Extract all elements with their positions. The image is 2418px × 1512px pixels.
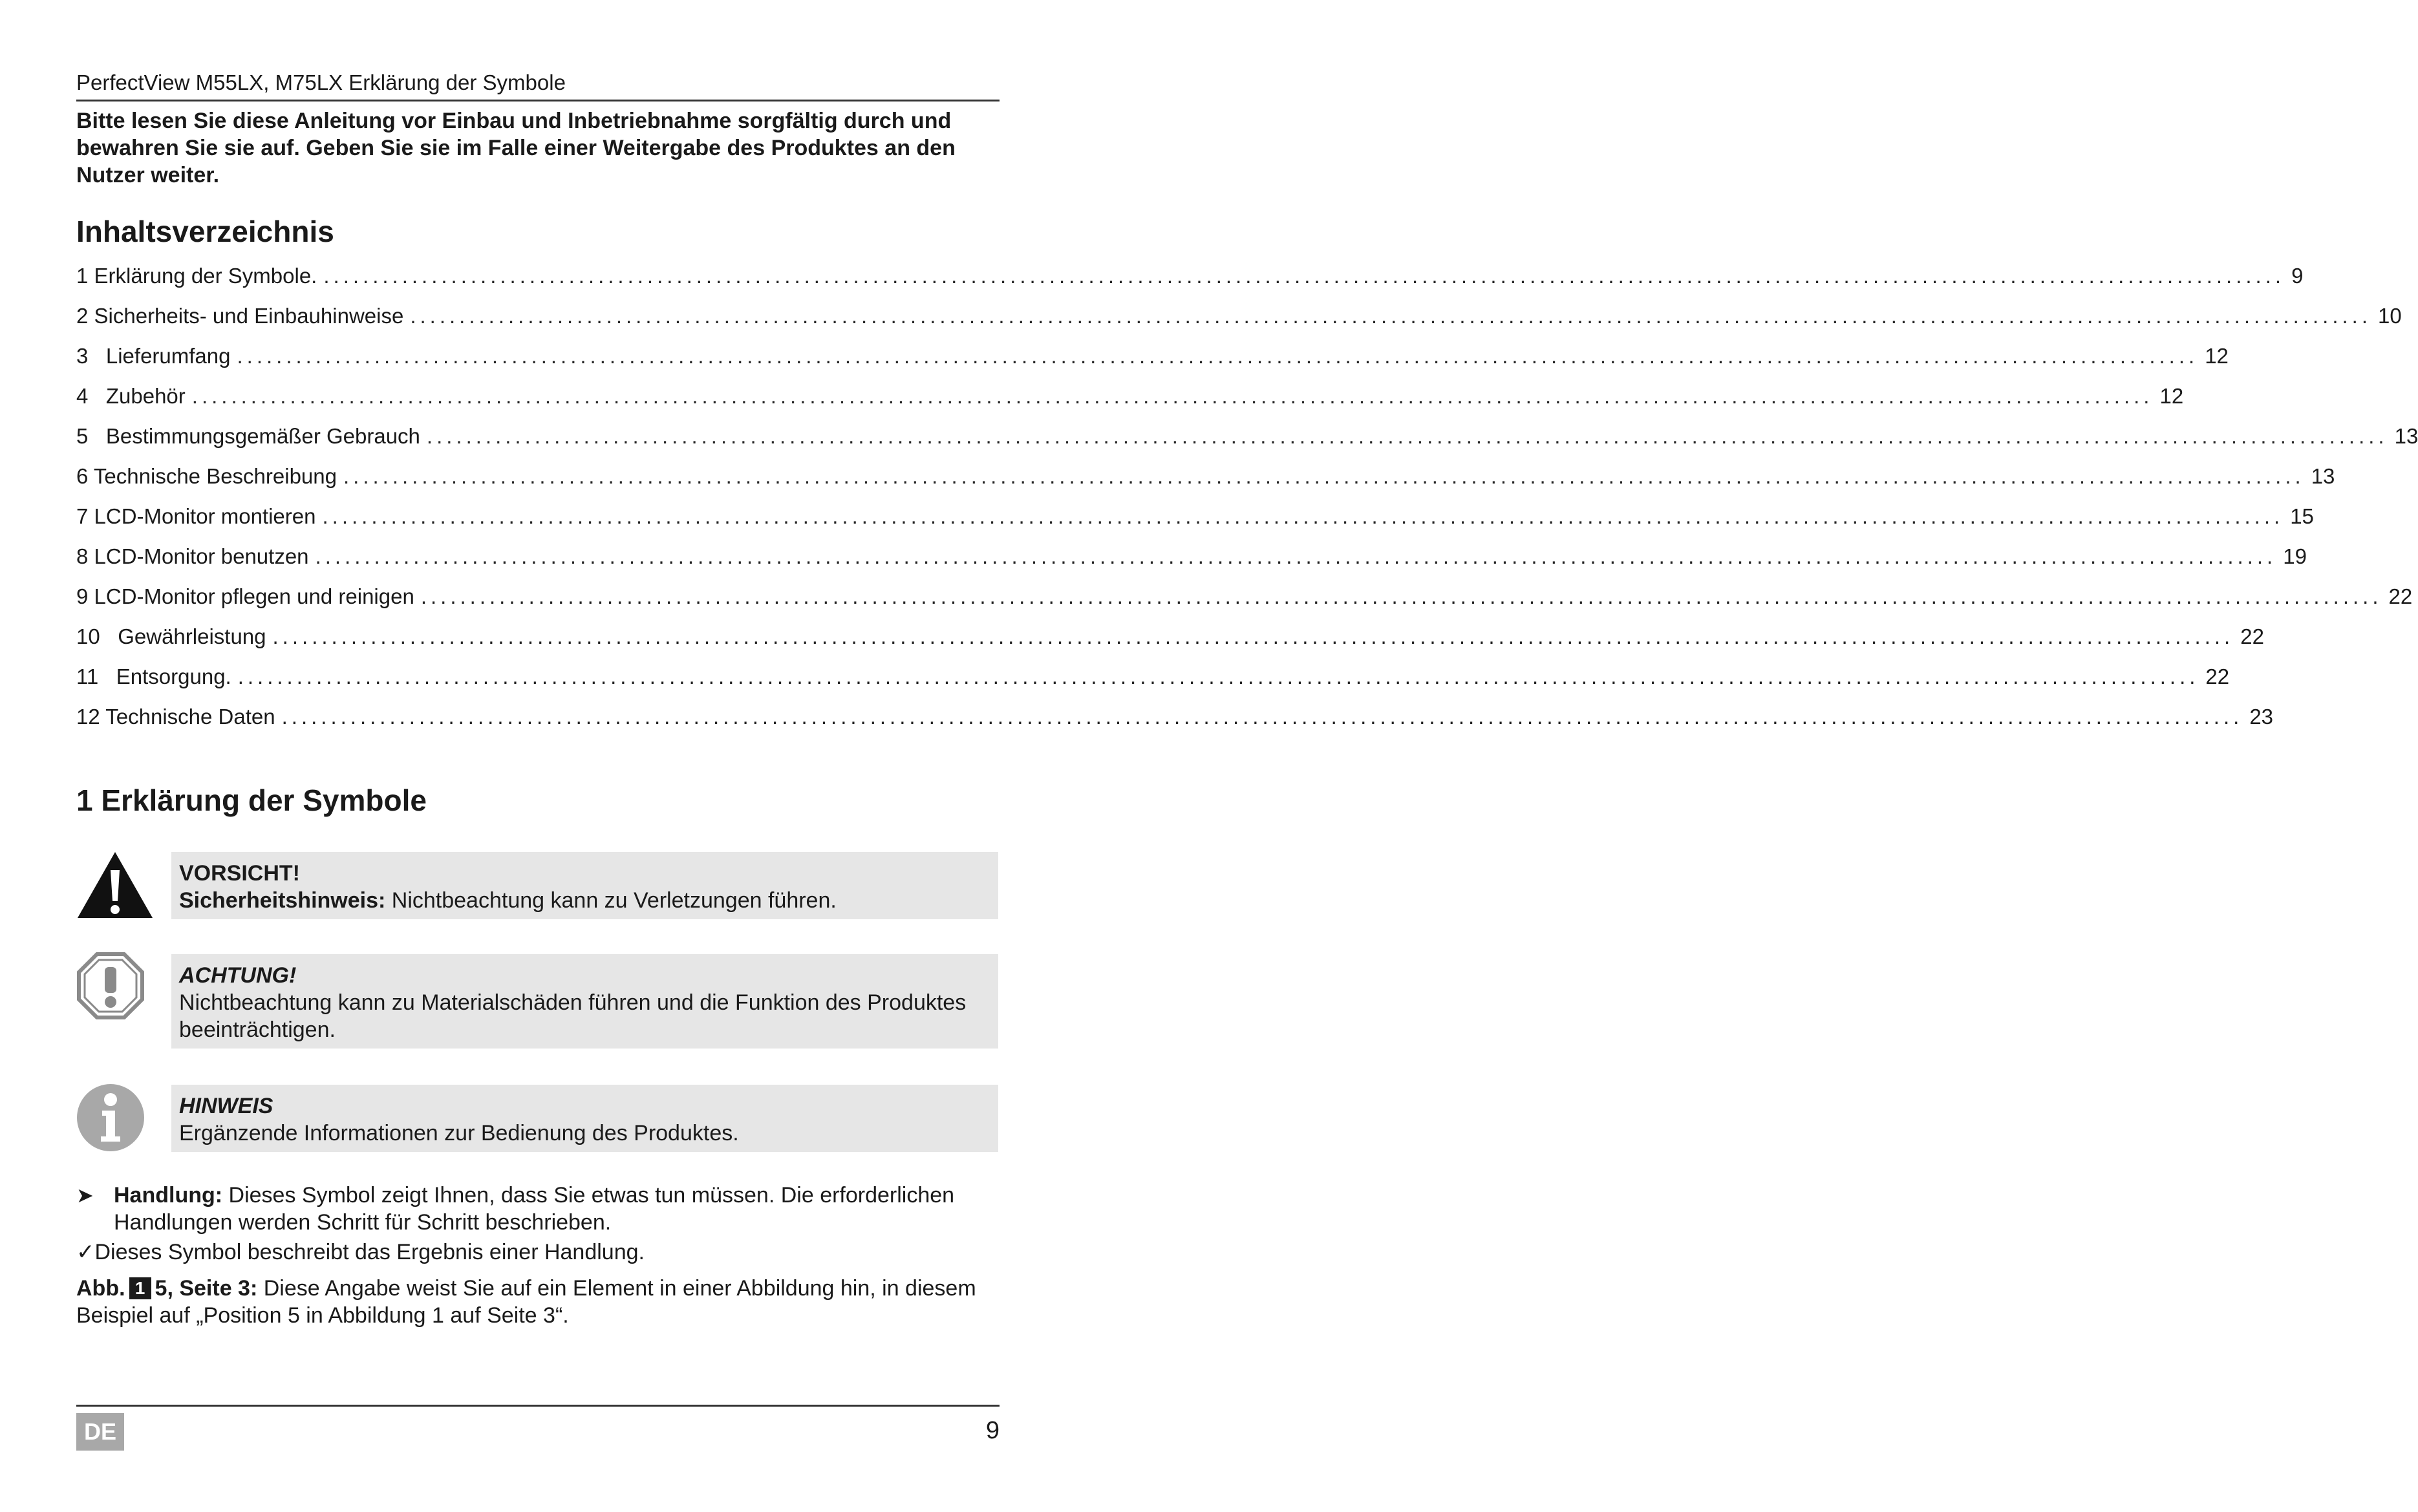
attention-notice bbox=[171, 954, 998, 1049]
action-text: Dieses Symbol zeigt Ihnen, dass Sie etwas tun müssen. Die erforderlichen Handlungen werden Schritt für Schritt beschrieben. bbox=[114, 1183, 955, 1235]
toc-entry[interactable] bbox=[76, 302, 2402, 330]
octagon-exclamation-icon bbox=[76, 952, 145, 1020]
toc-entry[interactable] bbox=[76, 262, 2304, 290]
language-tag: DE bbox=[76, 1413, 124, 1451]
caution-notice bbox=[171, 852, 998, 919]
toc-entry-page: 13 bbox=[2311, 464, 2335, 488]
toc-entry-page: 9 bbox=[2291, 264, 2304, 288]
intro-instruction: Bitte lesen Sie diese Anleitung vor Einbau und Inbetriebnahme sorgfältig durch und bewahren Sie sie auf. Geben Sie sie im Falle einer Weitergabe des Produktes an den Nutzer weiter. bbox=[76, 109, 956, 187]
toc-title: Inhaltsverzeichnis bbox=[76, 215, 334, 248]
toc-entry-page: 12 bbox=[2205, 344, 2229, 368]
action-label: Handlung: bbox=[114, 1183, 223, 1208]
section-title: 1 Erklärung der Symbole bbox=[76, 783, 427, 817]
result-explanation bbox=[76, 1239, 1001, 1266]
toc-entry-label: 1 Erklärung der Symbole. bbox=[76, 264, 317, 288]
figure-number-badge: 1 bbox=[129, 1277, 151, 1299]
toc-leader-dots: ........................................................................................................................................................................................................ bbox=[410, 304, 2372, 328]
toc-entry[interactable] bbox=[76, 582, 2413, 611]
toc-entry-page: 19 bbox=[2283, 544, 2307, 568]
toc-entry[interactable] bbox=[76, 342, 2229, 370]
toc-leader-dots: ........................................................................................................................................................................................................ bbox=[322, 504, 2284, 528]
toc-leader-dots: ........................................................................................................................................................................................................ bbox=[191, 384, 2154, 408]
toc-entry-page: 13 bbox=[2394, 424, 2418, 448]
toc-entry-page: 22 bbox=[2240, 624, 2264, 648]
toc-entry-label: 2 Sicherheits- und Einbauhinweise bbox=[76, 304, 404, 328]
note-heading: HINWEIS bbox=[179, 1094, 273, 1118]
toc-entry[interactable] bbox=[76, 663, 2230, 691]
figure-reference-text: Diese Angabe weist Sie auf ein Element in einer Abbildung hin, in diesem Beispiel auf „Position 5 in Abbildung 1 auf Seite 3“. bbox=[76, 1276, 976, 1328]
toc-entry-label: 7 LCD-Monitor montieren bbox=[76, 504, 316, 528]
toc-entry-label: 3 Lieferumfang bbox=[76, 344, 231, 368]
toc-leader-dots: ........................................................................................................................................................................................................ bbox=[420, 584, 2382, 608]
figure-position-ref: 5, Seite 3: bbox=[155, 1276, 258, 1301]
action-text-block bbox=[114, 1182, 1001, 1236]
toc-entry-label: 5 Bestimmungsgemäßer Gebrauch bbox=[76, 424, 420, 448]
toc-entry[interactable] bbox=[76, 382, 2184, 410]
toc-entry[interactable] bbox=[76, 623, 2264, 651]
toc-entry-page: 23 bbox=[2249, 705, 2274, 729]
toc-entry-page: 15 bbox=[2290, 504, 2314, 528]
toc-entry-page: 12 bbox=[2159, 384, 2184, 408]
toc-entry-label: 4 Zubehör bbox=[76, 384, 186, 408]
running-header-title: PerfectView M55LX, M75LX Erklärung der Symbole bbox=[76, 69, 1000, 101]
toc-entry[interactable] bbox=[76, 462, 2335, 491]
toc-leader-dots: ........................................................................................................................................................................................................ bbox=[426, 424, 2388, 448]
checkmark-icon: ✓ bbox=[76, 1240, 95, 1264]
toc-entry[interactable] bbox=[76, 542, 2307, 571]
toc-entry[interactable] bbox=[76, 703, 2274, 731]
note-notice bbox=[171, 1085, 998, 1152]
attention-text: Nichtbeachtung kann zu Materialschäden führen und die Funktion des Produktes beeinträchtigen. bbox=[179, 990, 967, 1042]
toc-entry-label: 8 LCD-Monitor benutzen bbox=[76, 544, 309, 568]
warning-triangle-icon bbox=[76, 851, 154, 919]
toc-entry-page: 10 bbox=[2378, 304, 2402, 328]
toc-entry[interactable] bbox=[76, 422, 2418, 451]
toc-entry[interactable] bbox=[76, 502, 2314, 531]
footer-divider bbox=[76, 1405, 1000, 1407]
toc-entry-label: 9 LCD-Monitor pflegen und reinigen bbox=[76, 584, 414, 608]
toc-leader-dots: ........................................................................................................................................................................................................ bbox=[315, 544, 2277, 568]
caution-text: Nichtbeachtung kann zu Verletzungen führen. bbox=[385, 888, 837, 913]
toc-entry-label: 11 Entsorgung. bbox=[76, 665, 231, 688]
toc-leader-dots: ........................................................................................................................................................................................................ bbox=[343, 464, 2305, 488]
toc-entry-page: 22 bbox=[2388, 584, 2413, 608]
figure-label: Abb. bbox=[76, 1276, 125, 1301]
toc-leader-dots: ........................................................................................................................................................................................................ bbox=[272, 624, 2234, 648]
result-text: Dieses Symbol beschreibt das Ergebnis einer Handlung. bbox=[94, 1240, 645, 1264]
toc-leader-dots: ........................................................................................................................................................................................................ bbox=[237, 344, 2199, 368]
toc-entry-label: 10 Gewährleistung bbox=[76, 624, 266, 648]
caution-body bbox=[179, 887, 990, 914]
info-icon bbox=[76, 1083, 145, 1152]
toc-entry-label: 6 Technische Beschreibung bbox=[76, 464, 337, 488]
note-text: Ergänzende Informationen zur Bedienung des Produktes. bbox=[179, 1121, 739, 1145]
action-explanation bbox=[76, 1182, 1001, 1236]
arrow-right-icon: ➤ bbox=[76, 1184, 94, 1207]
page-number: 9 bbox=[985, 1417, 1000, 1444]
toc-entry-label: 12 Technische Daten bbox=[76, 705, 275, 729]
figure-reference-explanation bbox=[76, 1275, 1007, 1329]
toc-entry-page: 22 bbox=[2205, 665, 2230, 688]
toc-leader-dots: ........................................................................................................................................................................................................ bbox=[323, 264, 2285, 288]
safety-label: Sicherheitshinweis: bbox=[179, 888, 386, 913]
caution-heading: VORSICHT! bbox=[179, 861, 300, 886]
attention-heading: ACHTUNG! bbox=[179, 963, 297, 988]
toc-leader-dots: ........................................................................................................................................................................................................ bbox=[281, 705, 2243, 729]
toc-leader-dots: ........................................................................................................................................................................................................ bbox=[237, 665, 2199, 688]
